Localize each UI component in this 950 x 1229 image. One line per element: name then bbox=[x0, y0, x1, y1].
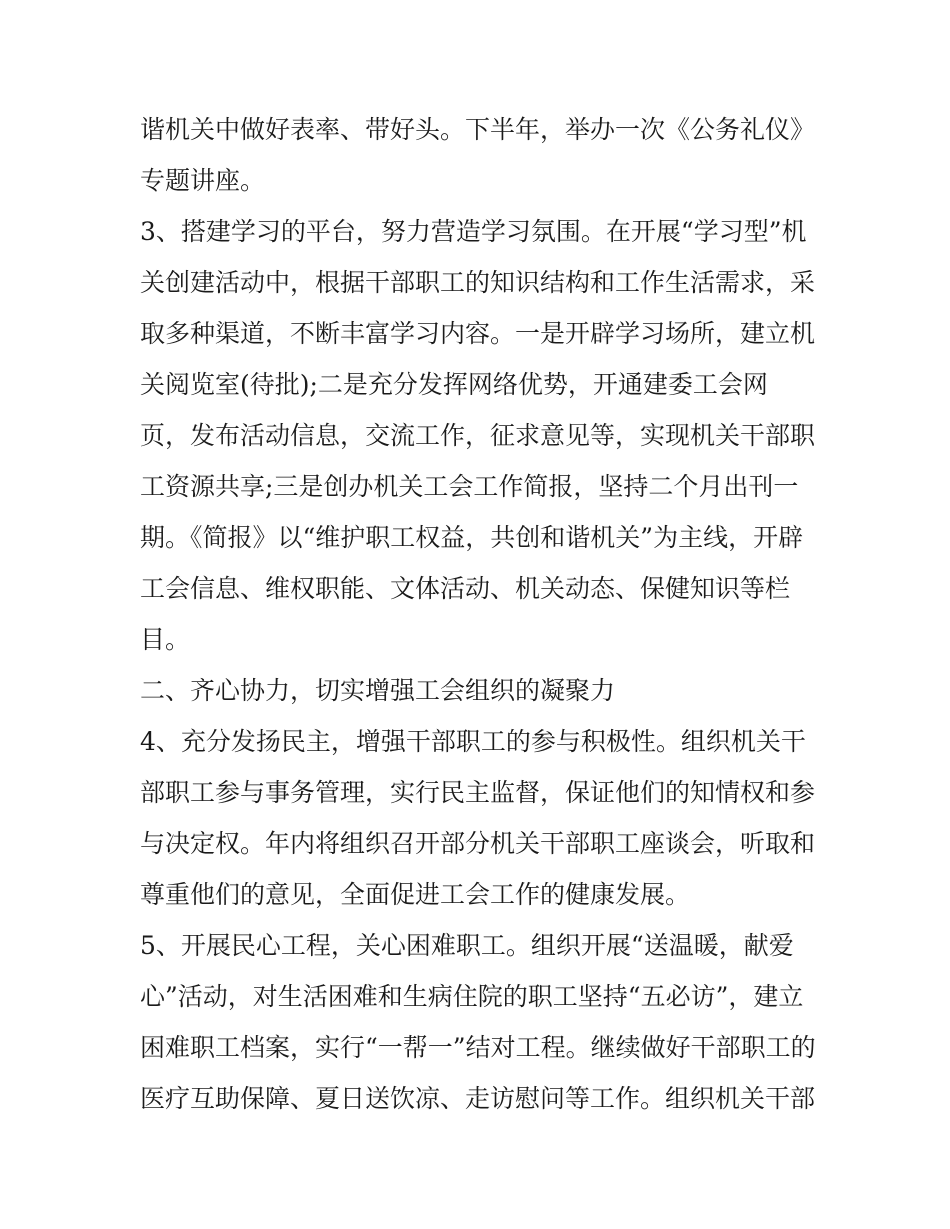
text-line: 尊重他们的意见，全面促进工会工作的健康发展。 bbox=[140, 880, 691, 909]
text-line: 工会信息、维权职能、文体活动、机关动态、保健知识等栏 bbox=[140, 574, 791, 603]
text-line: 目。 bbox=[140, 625, 191, 654]
text-line: 取多种渠道，不断丰富学习内容。一是开辟学习场所，建立机 bbox=[140, 319, 816, 348]
text-line: 3、搭建学习的平台，努力营造学习氛围。在开展“学习型”机 bbox=[140, 217, 807, 246]
text-line: 谐机关中做好表率、带好头。下半年，举办一次《公务礼仪》 bbox=[140, 115, 816, 144]
section-heading: 二、齐心协力，切实增强工会组织的凝聚力 bbox=[140, 676, 616, 705]
text-line: 4、充分发扬民主，增强干部职工的参与积极性。组织机关干 bbox=[140, 727, 806, 756]
text-line: 部职工参与事务管理，实行民主监督，保证他们的知情权和参 bbox=[140, 778, 816, 807]
text-line: 专题讲座。 bbox=[140, 166, 266, 195]
text-line: 5、开展民心工程，关心困难职工。组织开展“送温暖，献爱 bbox=[140, 931, 794, 960]
text-line: 工资源共享;三是创办机关工会工作简报，坚持二个月出刊一 bbox=[140, 472, 799, 501]
text-line: 页，发布活动信息，交流工作，征求意见等，实现机关干部职 bbox=[140, 421, 816, 450]
text-line: 关创建活动中，根据干部职工的知识结构和工作生活需求，采 bbox=[140, 268, 816, 297]
text-line: 医疗互助保障、夏日送饮凉、走访慰问等工作。组织机关干部 bbox=[140, 1084, 816, 1113]
text-line: 期。《简报》以“维护职工权益，共创和谐机关”为主线，开辟 bbox=[140, 523, 804, 552]
text-line: 关阅览室(待批);二是充分发挥网络优势，开通建委工会网 bbox=[140, 370, 768, 399]
text-line: 心”活动，对生活困难和生病住院的职工坚持“五必访”，建立 bbox=[140, 982, 804, 1011]
text-line: 困难职工档案，实行“一帮一”结对工程。继续做好干部职工的 bbox=[140, 1033, 816, 1062]
document-body bbox=[140, 104, 820, 1124]
text-line: 与决定权。年内将组织召开部分机关干部职工座谈会，听取和 bbox=[140, 829, 816, 858]
